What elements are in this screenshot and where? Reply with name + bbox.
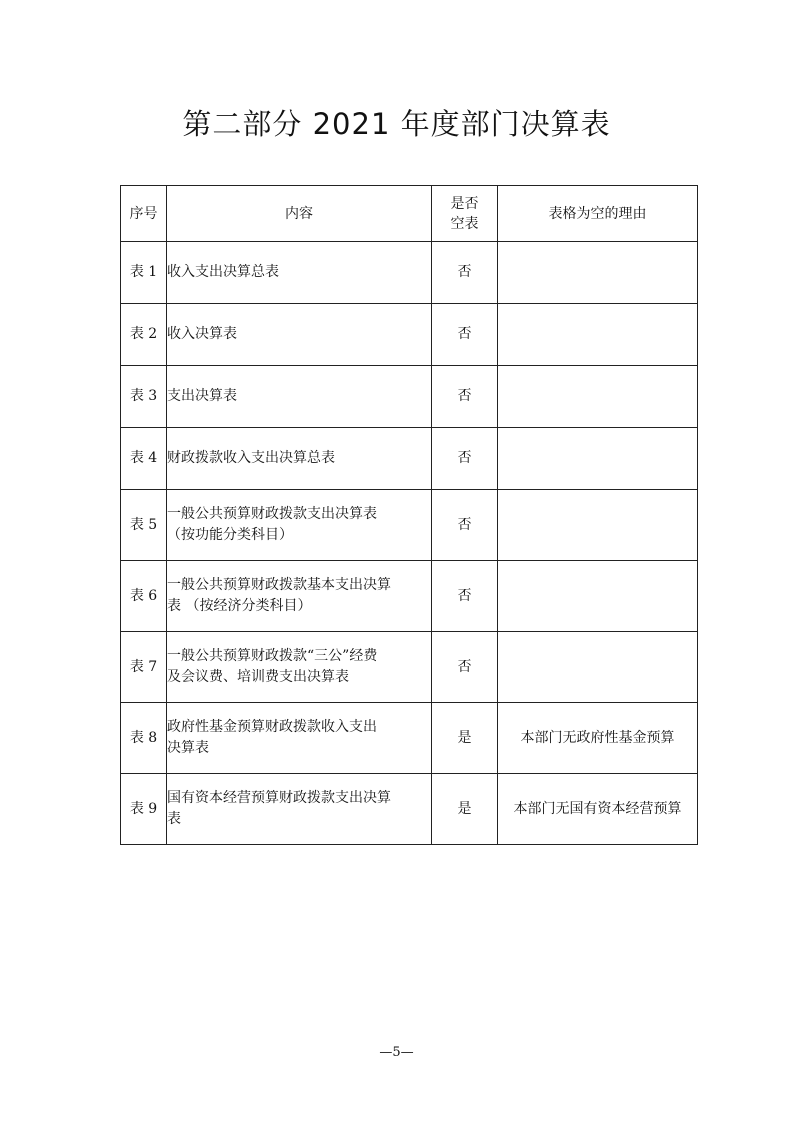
- table-row: [121, 366, 698, 428]
- cell-reason: 本部门无国有资本经营预算: [498, 774, 698, 845]
- cell-seq: 表 5: [121, 490, 167, 561]
- cell-seq: 表 9: [121, 774, 167, 845]
- cell-reason: [498, 561, 698, 632]
- cell-content-line: 决算表: [167, 740, 209, 756]
- table-header-row: [121, 186, 698, 242]
- cell-is-empty: 否: [432, 490, 498, 561]
- cell-seq: 表 6: [121, 561, 167, 632]
- header-content: 内容: [167, 186, 432, 242]
- cell-content-line: 收入支出决算总表: [167, 264, 279, 280]
- cell-content-line: 收入决算表: [167, 326, 237, 342]
- cell-content-line: 国有资本经营预算财政拨款支出决算: [167, 790, 391, 806]
- cell-content-line: 支出决算表: [167, 388, 237, 404]
- cell-content-line: 政府性基金预算财政拨款收入支出: [167, 719, 377, 735]
- cell-seq: 表 4: [121, 428, 167, 490]
- cell-content: [167, 632, 432, 703]
- cell-is-empty: 是: [432, 774, 498, 845]
- page-number: —5—: [379, 1045, 414, 1060]
- table-row: [121, 703, 698, 774]
- cell-is-empty: 否: [432, 428, 498, 490]
- page-title: 第二部分 2021 年度部门决算表: [182, 107, 611, 141]
- cell-content-line: （按功能分类科目）: [167, 527, 293, 543]
- cell-reason: [498, 490, 698, 561]
- cell-content: [167, 428, 432, 490]
- cell-seq: 表 8: [121, 703, 167, 774]
- cell-reason: [498, 304, 698, 366]
- cell-content-line: 财政拨款收入支出决算总表: [167, 450, 335, 466]
- cell-content-line: 及会议费、培训费支出决算表: [167, 669, 349, 685]
- cell-is-empty: 否: [432, 304, 498, 366]
- cell-content-line: 一般公共预算财政拨款支出决算表: [167, 506, 377, 522]
- cell-is-empty: 否: [432, 632, 498, 703]
- cell-content: [167, 242, 432, 304]
- table-row: [121, 490, 698, 561]
- cell-content: [167, 366, 432, 428]
- table-row: [121, 774, 698, 845]
- cell-seq: 表 2: [121, 304, 167, 366]
- cell-content: [167, 490, 432, 561]
- cell-content: [167, 304, 432, 366]
- cell-seq: 表 1: [121, 242, 167, 304]
- cell-is-empty: 否: [432, 242, 498, 304]
- cell-seq: 表 7: [121, 632, 167, 703]
- cell-is-empty: 否: [432, 561, 498, 632]
- cell-content-line: 表: [167, 811, 181, 827]
- cell-is-empty: 否: [432, 366, 498, 428]
- cell-content-line: 表 （按经济分类科目）: [167, 598, 312, 614]
- cell-reason: [498, 428, 698, 490]
- header-is-empty-line-1: 是否: [450, 195, 479, 212]
- cell-reason: [498, 632, 698, 703]
- table-row: [121, 632, 698, 703]
- header-reason: 表格为空的理由: [498, 186, 698, 242]
- cell-reason: 本部门无政府性基金预算: [498, 703, 698, 774]
- cell-is-empty: 是: [432, 703, 498, 774]
- cell-content-line: 一般公共预算财政拨款基本支出决算: [167, 577, 391, 593]
- header-is-empty-line-2: 空表: [450, 215, 479, 232]
- table-row: [121, 428, 698, 490]
- cell-seq: 表 3: [121, 366, 167, 428]
- cell-content: [167, 774, 432, 845]
- cell-reason: [498, 366, 698, 428]
- cell-content: [167, 703, 432, 774]
- header-seq: 序号: [121, 186, 167, 242]
- cell-reason: [498, 242, 698, 304]
- table-row: [121, 561, 698, 632]
- budget-table-catalog: [120, 185, 698, 845]
- cell-content-line: 一般公共预算财政拨款“三公”经费: [167, 648, 378, 664]
- cell-content: [167, 561, 432, 632]
- table-row: [121, 242, 698, 304]
- header-is-empty: [432, 186, 498, 242]
- table-row: [121, 304, 698, 366]
